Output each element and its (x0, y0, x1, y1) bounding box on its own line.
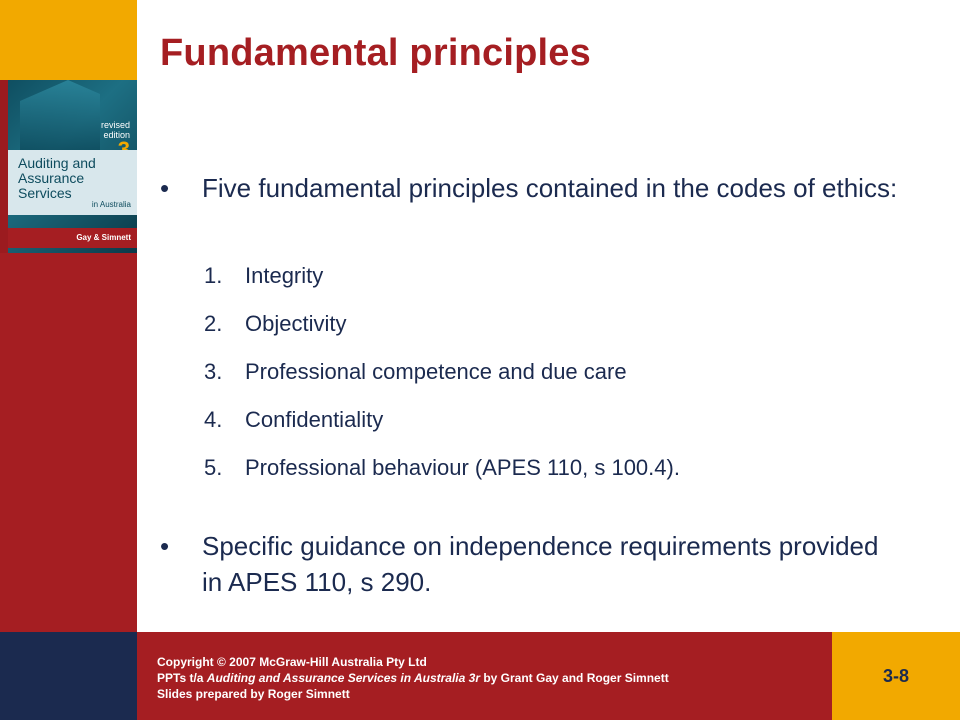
principle-number: 3. (204, 359, 223, 384)
principle-text: Objectivity (245, 311, 347, 336)
footer-credits (157, 654, 817, 702)
footer-prepared-by: Slides prepared by Roger Simnett (157, 687, 350, 701)
book-spine (0, 80, 8, 253)
book-cover-image (0, 80, 137, 253)
book-edition-line1: revised (100, 120, 130, 130)
book-authors: Gay & Simnett (8, 228, 137, 248)
principle-text: Professional competence and due care (245, 359, 627, 384)
footer-ppt-suffix: by Grant Gay and Roger Simnett (480, 671, 669, 685)
principle-text: Confidentiality (245, 407, 384, 432)
footer-ppt-line (157, 670, 817, 686)
book-edition-line2: edition (103, 130, 130, 140)
footer-ppt-title: Auditing and Assurance Services in Australia 3r (206, 671, 480, 685)
principle-number: 2. (204, 311, 223, 336)
bullet-text: Specific guidance on independence requirements provided in APES 110, s 290. (202, 531, 879, 597)
footer-copyright: Copyright © 2007 McGraw-Hill Australia Pty Ltd (157, 655, 427, 669)
bullet-dot: • (160, 531, 170, 561)
principle-number: 5. (204, 455, 223, 480)
left-orange-band (0, 0, 137, 80)
principle-text: Integrity (245, 263, 324, 288)
principle-number: 1. (204, 263, 223, 288)
principle-text: Professional behaviour (APES 110, s 100.4). (245, 455, 680, 480)
bullet-dot: • (160, 173, 170, 203)
book-subtitle: in Australia (91, 200, 131, 209)
principle-number: 4. (204, 407, 223, 432)
bullet-text: Five fundamental principles contained in the codes of ethics: (202, 173, 898, 203)
slide-title: Fundamental principles (160, 32, 591, 74)
footer-ppt-prefix: PPTs t/a (157, 671, 207, 685)
book-title: Auditing and Assurance Services (18, 155, 96, 201)
slide-number: 3-8 (882, 666, 909, 686)
book-title-panel (8, 150, 137, 215)
bottom-left-navy-block (0, 632, 137, 720)
book-building-graphic (20, 80, 100, 150)
